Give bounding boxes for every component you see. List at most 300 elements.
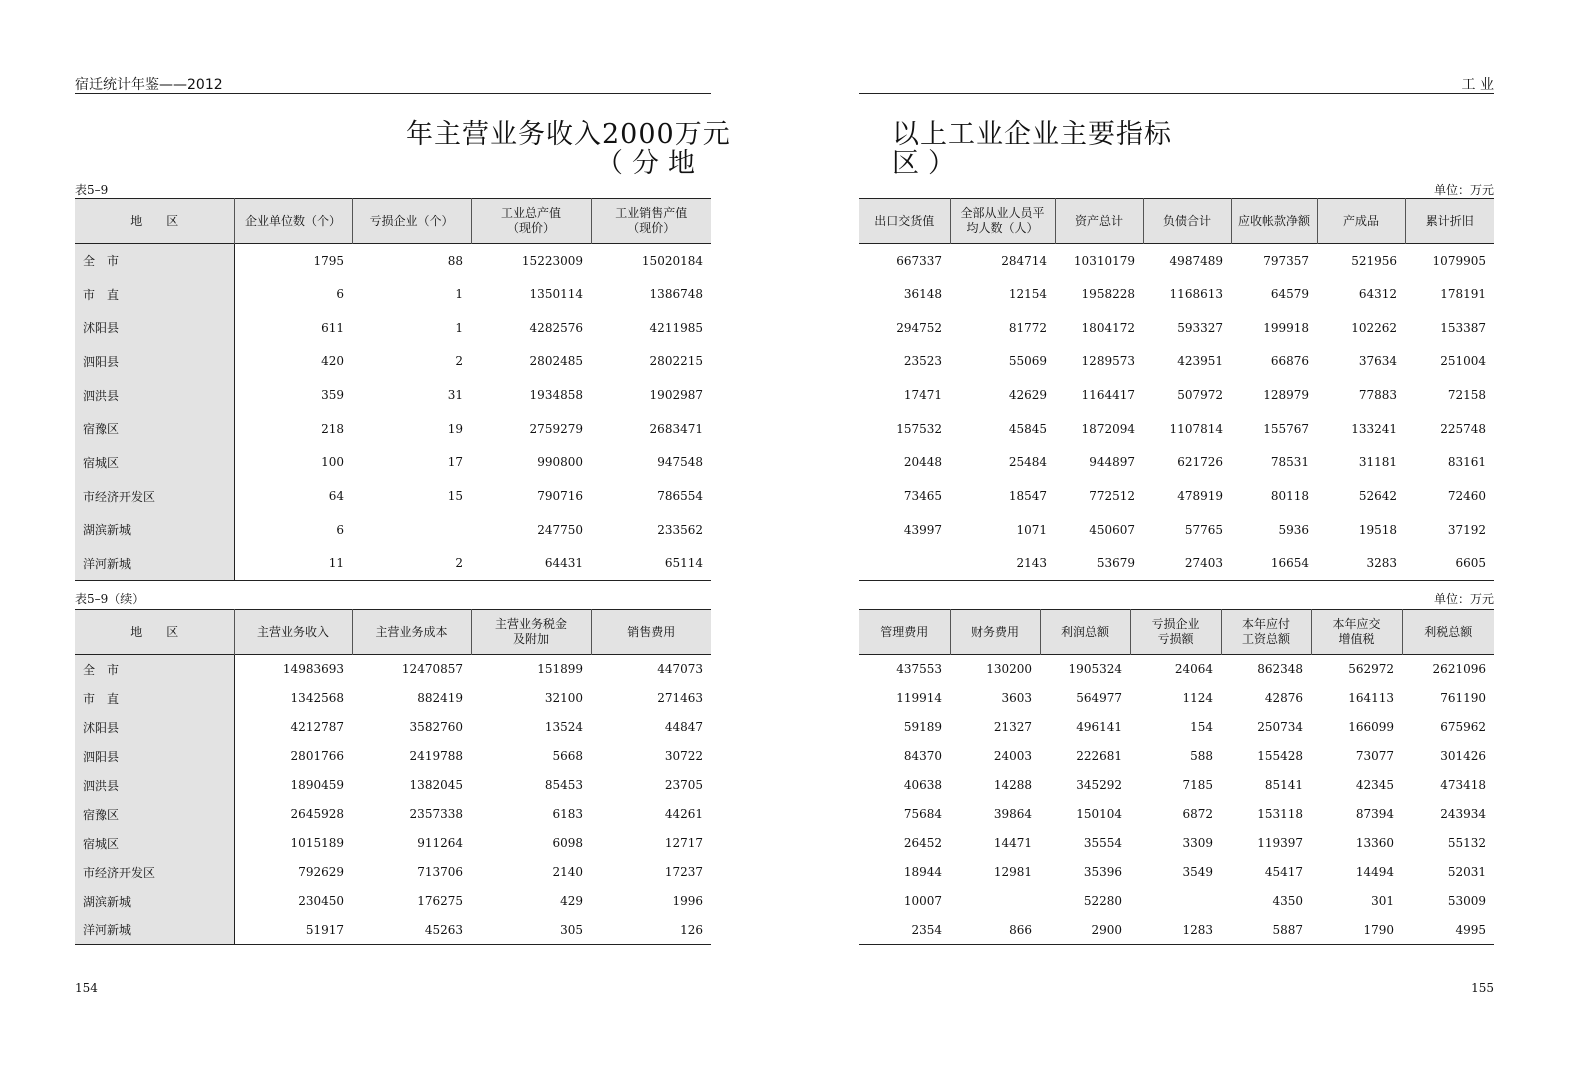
value-cell: 2357338 (409, 807, 463, 821)
value-cell: 2802485 (529, 354, 583, 369)
column-header: 企业单位数（个） (234, 199, 352, 244)
table-row (75, 547, 711, 581)
value-cell: 72460 (1447, 489, 1486, 504)
value-cell: 18944 (903, 865, 942, 879)
value-cell: 521956 (1351, 253, 1397, 268)
value-cell: 154 (1190, 720, 1213, 734)
value-cell: 792629 (298, 865, 344, 879)
region-cell: 宿豫区 (75, 412, 234, 446)
value-cell: 53679 (1096, 556, 1135, 571)
value-cell: 83161 (1447, 455, 1486, 470)
column-header: 地 区 (75, 199, 234, 244)
value-cell: 72158 (1447, 388, 1486, 403)
column-header: 亏损企业 亏损额 (1130, 610, 1221, 655)
value-cell: 43997 (903, 522, 942, 537)
region-cell: 全 市 (75, 655, 234, 684)
table-row (75, 311, 711, 345)
table-row (859, 800, 1494, 829)
unit-label: 单位：万元 (1433, 183, 1494, 197)
value-cell: 12154 (1008, 287, 1047, 302)
column-header: 地 区 (75, 610, 234, 655)
value-cell: 35396 (1083, 865, 1122, 879)
region-cell: 宿城区 (75, 446, 234, 480)
value-cell: 4995 (1455, 922, 1486, 937)
value-cell: 4211985 (649, 320, 703, 335)
running-header-right: 工 业 (1461, 77, 1494, 93)
value-cell: 866 (1009, 922, 1032, 937)
value-cell: 233562 (657, 522, 703, 537)
value-cell: 42876 (1264, 691, 1303, 705)
value-cell: 496141 (1076, 720, 1122, 734)
value-cell: 44261 (664, 807, 703, 821)
value-cell: 7185 (1182, 778, 1213, 792)
value-cell: 5668 (552, 749, 583, 763)
region-cell: 湖滨新城 (75, 513, 234, 547)
value-cell: 305 (560, 922, 583, 937)
value-cell: 130200 (986, 662, 1032, 677)
value-cell: 24064 (1174, 662, 1213, 677)
value-cell: 6098 (552, 836, 583, 850)
value-cell: 2683471 (649, 421, 703, 436)
value-cell: 25484 (1008, 455, 1047, 470)
value-cell: 4282576 (529, 320, 583, 335)
value-cell: 35554 (1083, 836, 1122, 850)
value-cell: 12981 (993, 865, 1032, 879)
column-header: 出口交货值 (859, 199, 950, 244)
region-cell: 湖滨新城 (75, 887, 234, 916)
value-cell (1130, 887, 1221, 916)
table-row (75, 800, 711, 829)
column-header: 主营业务税金 及附加 (471, 610, 591, 655)
value-cell (352, 513, 471, 547)
value-cell: 14494 (1355, 865, 1394, 879)
value-cell: 11 (328, 556, 344, 571)
value-cell: 786554 (657, 489, 703, 504)
value-cell: 40638 (903, 778, 942, 792)
value-cell: 64579 (1270, 287, 1309, 302)
value-cell: 53009 (1447, 894, 1486, 908)
value-cell: 32100 (544, 691, 583, 705)
value-cell: 23705 (664, 778, 703, 792)
value-cell: 2 (455, 556, 463, 571)
value-cell: 222681 (1076, 749, 1122, 763)
table-label: 表5–9 (75, 183, 109, 197)
value-cell: 88 (447, 253, 463, 268)
value-cell: 64 (328, 489, 344, 504)
value-cell: 52280 (1083, 894, 1122, 908)
table-row (859, 916, 1494, 945)
table-row (859, 311, 1494, 345)
value-cell: 10007 (903, 894, 942, 908)
value-cell: 2 (455, 354, 463, 369)
column-header: 销售费用 (591, 610, 711, 655)
value-cell: 1342568 (290, 691, 344, 705)
table2-left (75, 609, 711, 945)
value-cell: 450607 (1089, 522, 1135, 537)
value-cell: 1795 (313, 253, 344, 268)
value-cell: 1071 (1016, 522, 1047, 537)
value-cell: 73077 (1355, 749, 1394, 763)
value-cell: 2419788 (409, 749, 463, 763)
value-cell: 45845 (1008, 421, 1047, 436)
value-cell: 39864 (993, 807, 1032, 821)
value-cell: 5936 (1278, 522, 1309, 537)
value-cell: 990800 (537, 455, 583, 470)
value-cell: 31 (447, 388, 463, 403)
value-cell: 1902987 (649, 388, 703, 403)
value-cell: 155428 (1257, 749, 1303, 763)
value-cell: 1124 (1182, 691, 1213, 705)
table-row (859, 684, 1494, 713)
value-cell: 301426 (1440, 749, 1486, 763)
running-header-left: 宿迁统计年鉴——2012 (75, 77, 223, 93)
value-cell: 911264 (417, 836, 463, 850)
value-cell: 4212787 (290, 720, 344, 734)
value-cell: 271463 (657, 691, 703, 705)
table-row (859, 244, 1494, 278)
table-row (75, 655, 711, 684)
value-cell (950, 887, 1040, 916)
value-cell: 243934 (1440, 807, 1486, 821)
value-cell: 6872 (1182, 807, 1213, 821)
value-cell: 31181 (1358, 455, 1397, 470)
value-cell: 6605 (1455, 556, 1486, 571)
value-cell: 2354 (911, 922, 942, 937)
table1-left (75, 198, 711, 581)
region-cell: 泗洪县 (75, 378, 234, 412)
value-cell: 45263 (424, 922, 463, 937)
table-row (859, 771, 1494, 800)
value-cell: 593327 (1177, 320, 1223, 335)
region-cell: 市 直 (75, 277, 234, 311)
table-row (859, 412, 1494, 446)
title-right-line2: 区） (892, 148, 964, 179)
value-cell: 294752 (896, 320, 942, 335)
value-cell: 14983693 (282, 662, 344, 677)
value-cell: 59189 (903, 720, 942, 734)
table-row (859, 887, 1494, 916)
column-header: 工业总产值 （现价） (471, 199, 591, 244)
value-cell: 5887 (1272, 922, 1303, 937)
value-cell: 423951 (1177, 354, 1223, 369)
value-cell: 157532 (896, 421, 942, 436)
value-cell: 36148 (903, 287, 942, 302)
title-left-line2: （分地 (596, 148, 704, 179)
value-cell: 790716 (537, 489, 583, 504)
column-header: 本年应付 工资总额 (1221, 610, 1311, 655)
value-cell: 18547 (1008, 489, 1047, 504)
value-cell: 947548 (657, 455, 703, 470)
value-cell: 2759279 (529, 421, 583, 436)
header-rule-left (75, 93, 711, 94)
table-row (75, 277, 711, 311)
value-cell: 153118 (1257, 807, 1303, 821)
value-cell: 44847 (664, 720, 703, 734)
value-cell: 1790 (1363, 922, 1394, 937)
value-cell: 80118 (1270, 489, 1309, 504)
value-cell: 473418 (1440, 778, 1486, 792)
value-cell: 1289573 (1081, 354, 1135, 369)
value-cell: 15 (447, 489, 463, 504)
value-cell: 2621096 (1432, 662, 1486, 677)
value-cell: 1934858 (529, 388, 583, 403)
value-cell: 81772 (1008, 320, 1047, 335)
value-cell: 588 (1190, 749, 1213, 763)
value-cell: 218 (321, 421, 344, 436)
column-header: 应收帐款净额 (1231, 199, 1317, 244)
table-row (75, 479, 711, 513)
value-cell: 1164417 (1081, 388, 1135, 403)
region-cell: 泗阳县 (75, 345, 234, 379)
value-cell: 862348 (1257, 662, 1303, 677)
table-row (859, 513, 1494, 547)
value-cell: 4350 (1272, 894, 1303, 908)
value-cell: 42629 (1008, 388, 1047, 403)
column-header: 产成品 (1317, 199, 1405, 244)
value-cell: 2802215 (649, 354, 703, 369)
value-cell: 429 (560, 894, 583, 908)
value-cell: 155767 (1263, 421, 1309, 436)
value-cell: 675962 (1440, 720, 1486, 734)
value-cell: 119914 (896, 691, 942, 705)
value-cell: 1079905 (1432, 253, 1486, 268)
table-row (75, 858, 711, 887)
column-header: 亏损企业（个） (352, 199, 471, 244)
value-cell: 761190 (1440, 691, 1486, 705)
value-cell: 250734 (1257, 720, 1303, 734)
table-row (859, 378, 1494, 412)
value-cell: 52031 (1447, 865, 1486, 879)
value-cell: 153387 (1440, 320, 1486, 335)
value-cell: 1905324 (1068, 662, 1122, 677)
table-row (75, 887, 711, 916)
value-cell: 447073 (657, 662, 703, 677)
value-cell: 21327 (993, 720, 1032, 734)
value-cell: 20448 (903, 455, 942, 470)
region-cell: 洋河新城 (75, 916, 234, 945)
title-right-line1: 以上工业企业主要指标 (892, 119, 1172, 150)
header-rule-right (859, 93, 1494, 94)
title-left-line1: 年主营业务收入2000万元 (406, 119, 731, 150)
value-cell: 51917 (305, 922, 344, 937)
value-cell: 26452 (903, 836, 942, 850)
value-cell: 178191 (1440, 287, 1486, 302)
value-cell: 1350114 (529, 287, 583, 302)
column-header: 本年应交 增值税 (1311, 610, 1402, 655)
table-row (859, 829, 1494, 858)
value-cell: 4987489 (1169, 253, 1223, 268)
table-row (75, 684, 711, 713)
value-cell: 251004 (1440, 354, 1486, 369)
value-cell: 10310179 (1073, 253, 1135, 268)
value-cell: 151899 (537, 662, 583, 677)
table-row (75, 916, 711, 945)
value-cell: 225748 (1440, 421, 1486, 436)
value-cell: 562972 (1348, 662, 1394, 677)
table-row (859, 345, 1494, 379)
value-cell: 128979 (1263, 388, 1309, 403)
value-cell: 944897 (1089, 455, 1135, 470)
table-row (859, 479, 1494, 513)
value-cell: 1 (455, 287, 463, 302)
table-row (859, 713, 1494, 742)
value-cell: 17237 (664, 865, 703, 879)
value-cell: 772512 (1089, 489, 1135, 504)
value-cell: 6 (336, 287, 344, 302)
value-cell: 42345 (1355, 778, 1394, 792)
value-cell: 230450 (298, 894, 344, 908)
value-cell: 102262 (1351, 320, 1397, 335)
region-cell: 泗阳县 (75, 742, 234, 771)
table-row (859, 655, 1494, 684)
value-cell: 1386748 (649, 287, 703, 302)
value-cell: 420 (321, 354, 344, 369)
value-cell: 87394 (1355, 807, 1394, 821)
value-cell: 64431 (544, 556, 583, 571)
table2-right (859, 609, 1494, 945)
value-cell: 3582760 (409, 720, 463, 734)
value-cell (859, 547, 950, 581)
value-cell: 73465 (903, 489, 942, 504)
value-cell: 30722 (664, 749, 703, 763)
region-cell: 泗洪县 (75, 771, 234, 800)
value-cell: 85453 (544, 778, 583, 792)
value-cell: 14288 (993, 778, 1032, 792)
column-header: 管理费用 (859, 610, 950, 655)
value-cell: 1283 (1182, 922, 1213, 937)
value-cell: 1382045 (409, 778, 463, 792)
value-cell: 1 (455, 320, 463, 335)
value-cell: 1015189 (290, 836, 344, 850)
value-cell: 13524 (544, 720, 583, 734)
column-header: 主营业务收入 (234, 610, 352, 655)
value-cell: 1872094 (1081, 421, 1135, 436)
value-cell: 12470857 (401, 662, 463, 677)
region-cell: 沭阳县 (75, 713, 234, 742)
value-cell: 37634 (1358, 354, 1397, 369)
region-cell: 宿城区 (75, 829, 234, 858)
column-header: 累计折旧 (1405, 199, 1494, 244)
value-cell: 164113 (1348, 691, 1394, 705)
table-row (75, 446, 711, 480)
table-row (75, 345, 711, 379)
value-cell: 24003 (993, 749, 1032, 763)
region-cell: 市经济开发区 (75, 858, 234, 887)
value-cell: 1168613 (1169, 287, 1223, 302)
value-cell: 19 (447, 421, 463, 436)
table-row (75, 713, 711, 742)
value-cell: 2645928 (290, 807, 344, 821)
value-cell: 345292 (1076, 778, 1122, 792)
value-cell: 17471 (903, 388, 942, 403)
column-header: 全部从业人员平 均人数（人） (950, 199, 1055, 244)
table-row (859, 277, 1494, 311)
value-cell: 12717 (664, 836, 703, 850)
unit-label-continued: 单位：万元 (1433, 592, 1494, 606)
region-cell: 市经济开发区 (75, 479, 234, 513)
value-cell: 2801766 (290, 749, 344, 763)
value-cell: 27403 (1184, 556, 1223, 571)
value-cell: 1890459 (290, 778, 344, 792)
value-cell: 64312 (1358, 287, 1397, 302)
value-cell: 1804172 (1081, 320, 1135, 335)
value-cell: 13360 (1355, 836, 1394, 850)
value-cell: 2143 (1016, 556, 1047, 571)
value-cell: 100 (321, 455, 344, 470)
value-cell: 176275 (417, 894, 463, 908)
region-cell: 宿豫区 (75, 800, 234, 829)
table-row (75, 829, 711, 858)
value-cell: 78531 (1270, 455, 1309, 470)
value-cell: 478919 (1177, 489, 1223, 504)
table1-right (859, 198, 1494, 581)
table-row (859, 446, 1494, 480)
value-cell: 301 (1371, 894, 1394, 908)
table-label-continued: 表5–9（续） (75, 592, 145, 606)
table-row (75, 513, 711, 547)
value-cell: 3549 (1182, 865, 1213, 879)
column-header: 工业销售产值 （现价） (591, 199, 711, 244)
value-cell: 1958228 (1081, 287, 1135, 302)
value-cell: 564977 (1076, 691, 1122, 705)
value-cell: 713706 (417, 865, 463, 879)
page-number-right: 155 (1471, 981, 1494, 995)
value-cell: 15020184 (641, 253, 703, 268)
value-cell: 75684 (903, 807, 942, 821)
value-cell: 45417 (1264, 865, 1303, 879)
value-cell: 3603 (1001, 691, 1032, 705)
table-row (859, 742, 1494, 771)
value-cell: 6183 (552, 807, 583, 821)
value-cell: 797357 (1263, 253, 1309, 268)
value-cell: 437553 (896, 662, 942, 677)
value-cell: 1996 (672, 894, 703, 908)
value-cell: 126 (680, 922, 703, 937)
region-cell: 市 直 (75, 684, 234, 713)
value-cell: 84370 (903, 749, 942, 763)
table-row (859, 858, 1494, 887)
value-cell: 77883 (1358, 388, 1397, 403)
value-cell: 14471 (993, 836, 1032, 850)
value-cell: 85141 (1264, 778, 1303, 792)
region-cell: 洋河新城 (75, 547, 234, 581)
value-cell: 166099 (1348, 720, 1394, 734)
value-cell: 23523 (903, 354, 942, 369)
column-header: 利税总额 (1402, 610, 1494, 655)
value-cell: 19518 (1358, 522, 1397, 537)
column-header: 负债合计 (1143, 199, 1231, 244)
table-row (75, 742, 711, 771)
value-cell: 55132 (1447, 836, 1486, 850)
column-header: 资产总计 (1055, 199, 1143, 244)
value-cell: 284714 (1001, 253, 1047, 268)
value-cell: 2140 (552, 865, 583, 879)
value-cell: 65114 (664, 556, 703, 571)
value-cell: 6 (336, 522, 344, 537)
value-cell: 37192 (1447, 522, 1486, 537)
value-cell: 667337 (896, 253, 942, 268)
value-cell: 247750 (537, 522, 583, 537)
value-cell: 133241 (1351, 421, 1397, 436)
value-cell: 3283 (1366, 556, 1397, 571)
table-row (75, 771, 711, 800)
column-header: 财务费用 (950, 610, 1040, 655)
page-number-left: 154 (75, 981, 98, 995)
value-cell: 119397 (1257, 836, 1303, 850)
column-header: 主营业务成本 (352, 610, 471, 655)
table-row (75, 244, 711, 278)
value-cell: 1107814 (1169, 421, 1223, 436)
